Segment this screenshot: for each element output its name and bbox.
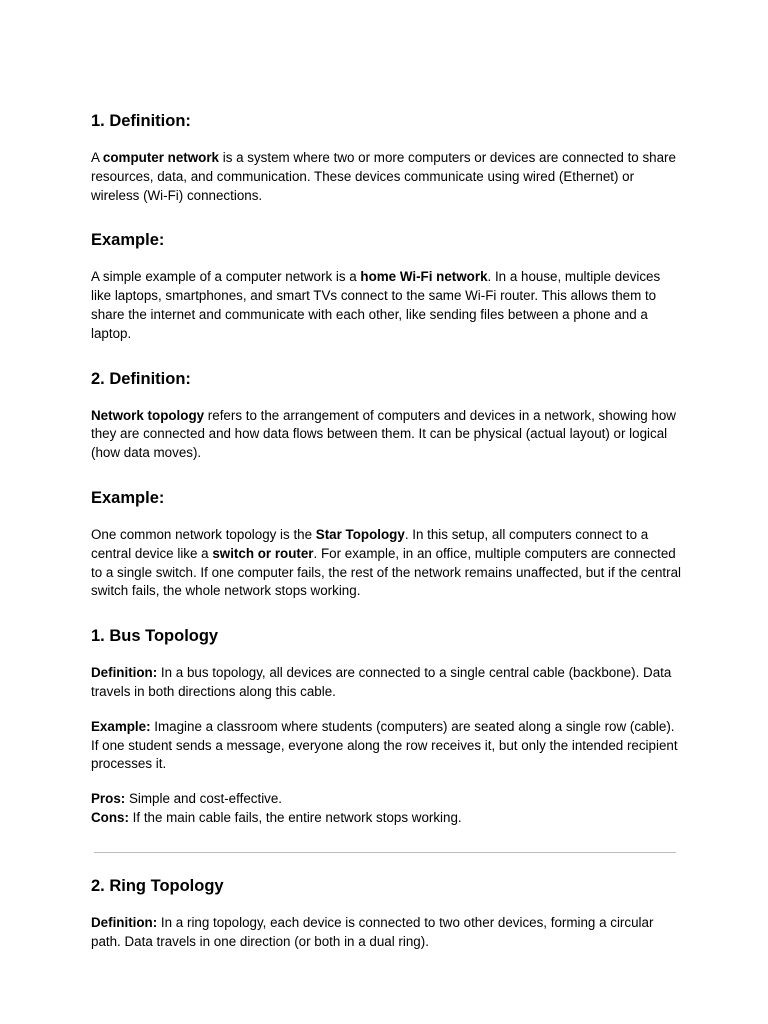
paragraph-bus-cons bbox=[91, 809, 681, 828]
text: refers to the arrangement of computers and devices in a network, showing how they are connected and how data flows between them. It can be physical (actual layout) or logical (how data moves). bbox=[91, 407, 676, 461]
heading-example-2: Example: bbox=[91, 488, 165, 507]
text: is a system where two or more computers or devices are connected to share resources, data, and communication. These devices communicate using wired (Ethernet) or wireless (Wi-Fi) connections. bbox=[91, 150, 676, 203]
bold-term: Network topology bbox=[91, 407, 205, 423]
bold-label: Definition: bbox=[91, 665, 158, 681]
bold-term: Star Topology bbox=[315, 526, 405, 542]
text: One common network topology is the bbox=[91, 526, 316, 542]
bold-term: computer network bbox=[102, 150, 219, 165]
text: Simple and cost-effective. bbox=[125, 791, 283, 807]
heading-definition-2: 2. Definition: bbox=[91, 369, 191, 388]
bold-label: Cons: bbox=[91, 809, 129, 825]
bold-term: switch or router bbox=[212, 545, 314, 561]
document-page bbox=[91, 110, 681, 967]
paragraph-ring-definition bbox=[91, 914, 681, 952]
paragraph-bus-example bbox=[91, 718, 681, 774]
text: If the main cable fails, the entire network stops working. bbox=[128, 809, 462, 825]
paragraph-star-topology-example bbox=[91, 526, 681, 601]
heading-ring-topology: 2. Ring Topology bbox=[91, 876, 224, 895]
paragraph-bus-pros bbox=[91, 790, 681, 809]
text: . In this setup, all computers connect to a central device like a bbox=[91, 526, 649, 561]
paragraph-network-topology-definition bbox=[91, 407, 681, 463]
text: . For example, in an office, multiple computers are connected to a single switch. If one computer fails, the rest of the network remains unaffected, but if the central switch fails, the whole network stops working. bbox=[91, 545, 681, 599]
bold-term: home Wi-Fi network bbox=[360, 269, 488, 285]
text: Imagine a classroom where students (computers) are seated along a single row (cable). If one student sends a message, everyone along the row receives it, but only the intended recipient processes it. bbox=[91, 718, 678, 772]
text: In a ring topology, each device is connected to two other devices, forming a circular path. Data travels in one direction (or both in a dual ring). bbox=[91, 914, 654, 949]
text: A bbox=[91, 150, 103, 165]
paragraph-bus-definition bbox=[91, 664, 681, 702]
text: In a bus topology, all devices are connected to a single central cable (backbone). Data travels in both directions along this cable. bbox=[91, 665, 672, 699]
horizontal-divider bbox=[94, 852, 676, 853]
text: A simple example of a computer network is a bbox=[91, 269, 361, 285]
heading-example-1: Example: bbox=[91, 231, 165, 250]
bold-label: Pros: bbox=[91, 791, 126, 807]
paragraph-computer-network-definition bbox=[91, 149, 681, 205]
heading-definition-1: 1. Definition: bbox=[91, 112, 191, 130]
bold-label: Definition: bbox=[91, 914, 158, 930]
text: . In a house, multiple devices like laptops, smartphones, and smart TVs connect to the same Wi-Fi router. This allows them to share the internet and communicate with each other, like sending files between a phone and a laptop. bbox=[91, 269, 661, 341]
bold-label: Example: bbox=[91, 718, 151, 734]
heading-bus-topology: 1. Bus Topology bbox=[91, 627, 219, 646]
paragraph-home-wifi-example bbox=[91, 268, 681, 343]
